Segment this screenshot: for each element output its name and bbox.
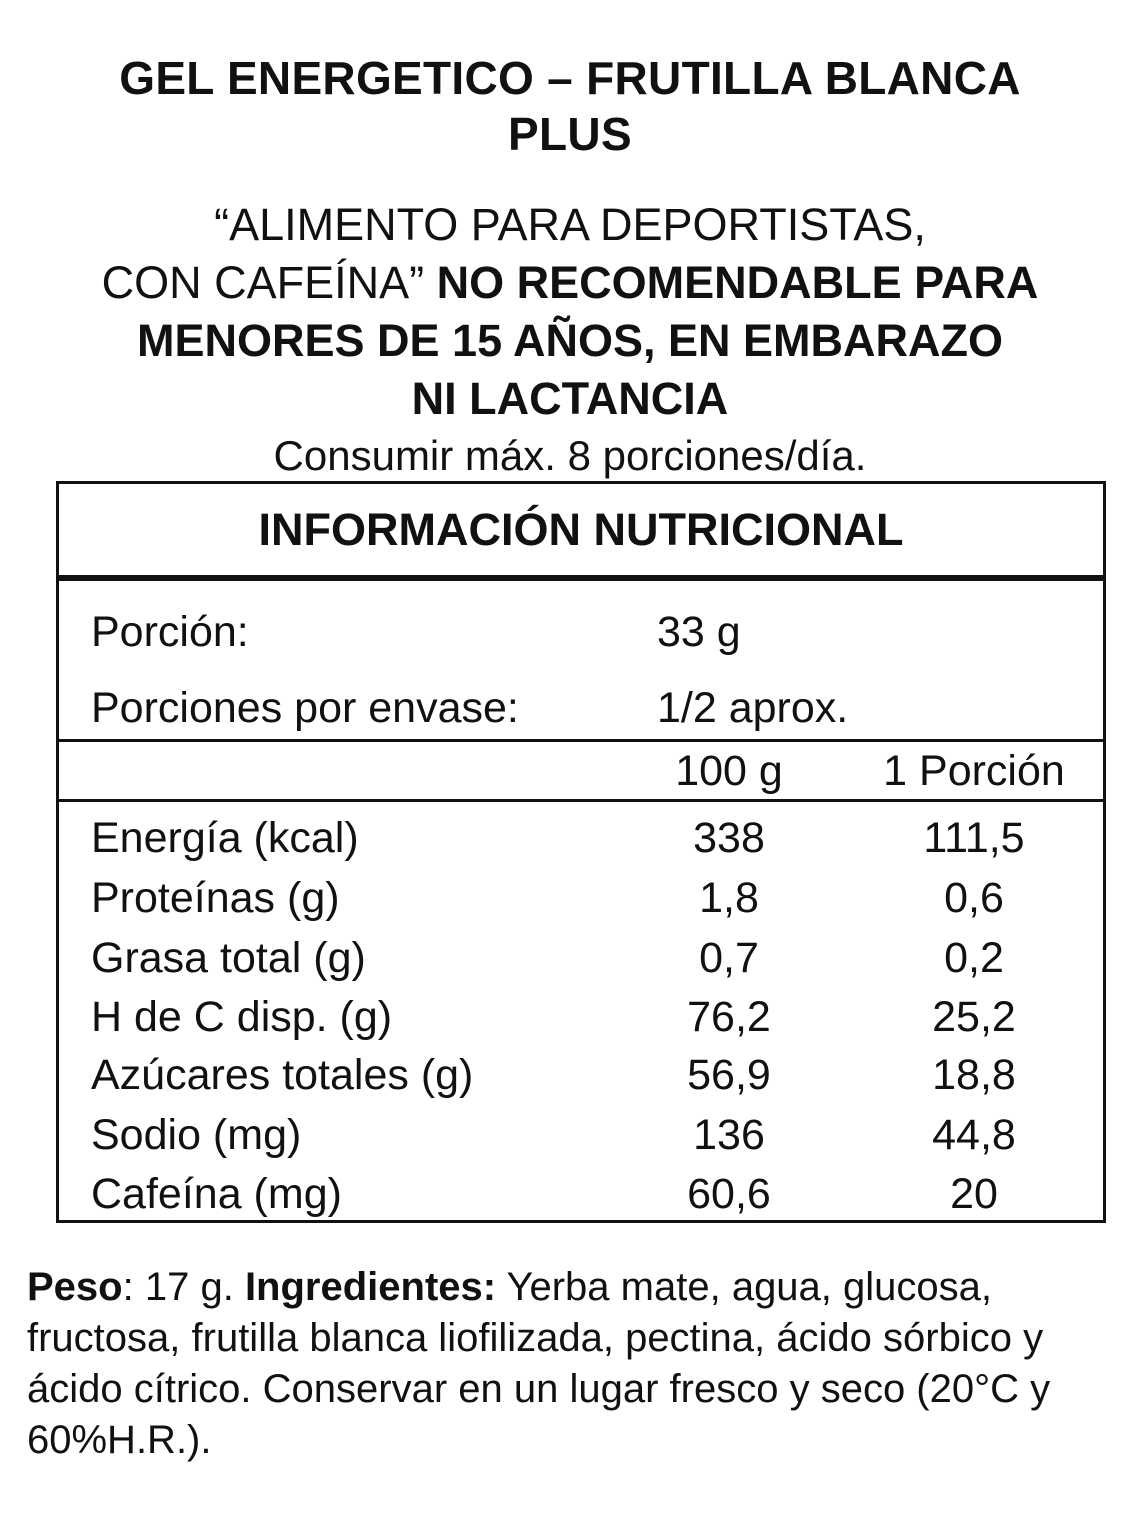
nutrition-table bbox=[56, 481, 1106, 1223]
nutrient-per-portion: 44,8 bbox=[932, 1111, 1016, 1159]
nutrient-per-100g: 76,2 bbox=[687, 993, 771, 1041]
nutrient-per-100g: 0,7 bbox=[699, 934, 759, 982]
servings-per-pack-value: 1/2 aprox. bbox=[657, 684, 849, 732]
divider-columns bbox=[59, 799, 1103, 802]
nutrient-per-portion: 25,2 bbox=[932, 993, 1016, 1041]
ingredients-block bbox=[27, 1262, 1127, 1466]
warning-text-line-3: MENORES DE 15 AÑOS, EN EMBARAZO bbox=[137, 315, 1003, 366]
nutrient-per-portion: 20 bbox=[950, 1170, 998, 1218]
description-line-2 bbox=[0, 254, 1140, 312]
weight-label: Peso bbox=[27, 1265, 123, 1309]
nutrient-per-portion: 111,5 bbox=[923, 814, 1025, 862]
nutrient-per-100g: 338 bbox=[693, 814, 765, 862]
servings-per-pack-label: Porciones por envase: bbox=[91, 684, 519, 732]
nutrient-label: Sodio (mg) bbox=[91, 1111, 302, 1159]
nutrient-per-100g: 136 bbox=[693, 1111, 765, 1159]
column-header-portion: 1 Porción bbox=[883, 747, 1065, 795]
warning-text-line-4: NI LACTANCIA bbox=[411, 373, 729, 424]
column-header-100g: 100 g bbox=[675, 747, 783, 795]
nutrient-label: H de C disp. (g) bbox=[91, 993, 393, 1041]
nutrient-per-100g: 56,9 bbox=[687, 1051, 771, 1099]
nutrition-table-header: INFORMACIÓN NUTRICIONAL bbox=[59, 484, 1103, 581]
nutrient-per-portion: 0,6 bbox=[944, 874, 1004, 922]
nutrient-label: Azúcares totales (g) bbox=[91, 1051, 474, 1099]
product-title bbox=[0, 50, 1140, 162]
max-consumption-note: Consumir máx. 8 porciones/día. bbox=[273, 432, 867, 479]
nutrient-label: Proteínas (g) bbox=[91, 874, 340, 922]
serving-label: Porción: bbox=[91, 608, 249, 656]
nutrient-per-100g: 1,8 bbox=[699, 874, 759, 922]
nutrient-per-100g: 60,6 bbox=[687, 1170, 771, 1218]
nutrient-label: Grasa total (g) bbox=[91, 934, 366, 982]
product-description bbox=[0, 196, 1140, 428]
product-title-line-1: GEL ENERGETICO – FRUTILLA BLANCA bbox=[119, 52, 1021, 104]
nutrient-per-portion: 0,2 bbox=[944, 934, 1004, 982]
nutrient-per-portion: 18,8 bbox=[932, 1051, 1016, 1099]
description-line-1: “ALIMENTO PARA DEPORTISTAS, bbox=[214, 199, 926, 250]
nutrient-label: Energía (kcal) bbox=[91, 814, 359, 862]
nutrient-label: Cafeína (mg) bbox=[91, 1170, 342, 1218]
serving-value: 33 g bbox=[657, 608, 741, 656]
weight-value: : 17 g. bbox=[122, 1265, 234, 1309]
divider-serving bbox=[59, 739, 1103, 742]
warning-text-start: NO RECOMENDABLE PARA bbox=[436, 257, 1039, 308]
description-caffeine: CON CAFEÍNA” bbox=[101, 257, 425, 308]
ingredients-text: Yerba mate, agua, glucosa, fructosa, frutilla blanca liofilizada, pectina, ácido sórbico y ácido cítrico. Conservar en un lugar fresco y seco (20°C y 60%H.R.). bbox=[27, 1265, 1051, 1462]
ingredients-label: Ingredientes: bbox=[244, 1265, 497, 1309]
product-title-line-2: PLUS bbox=[508, 108, 632, 160]
